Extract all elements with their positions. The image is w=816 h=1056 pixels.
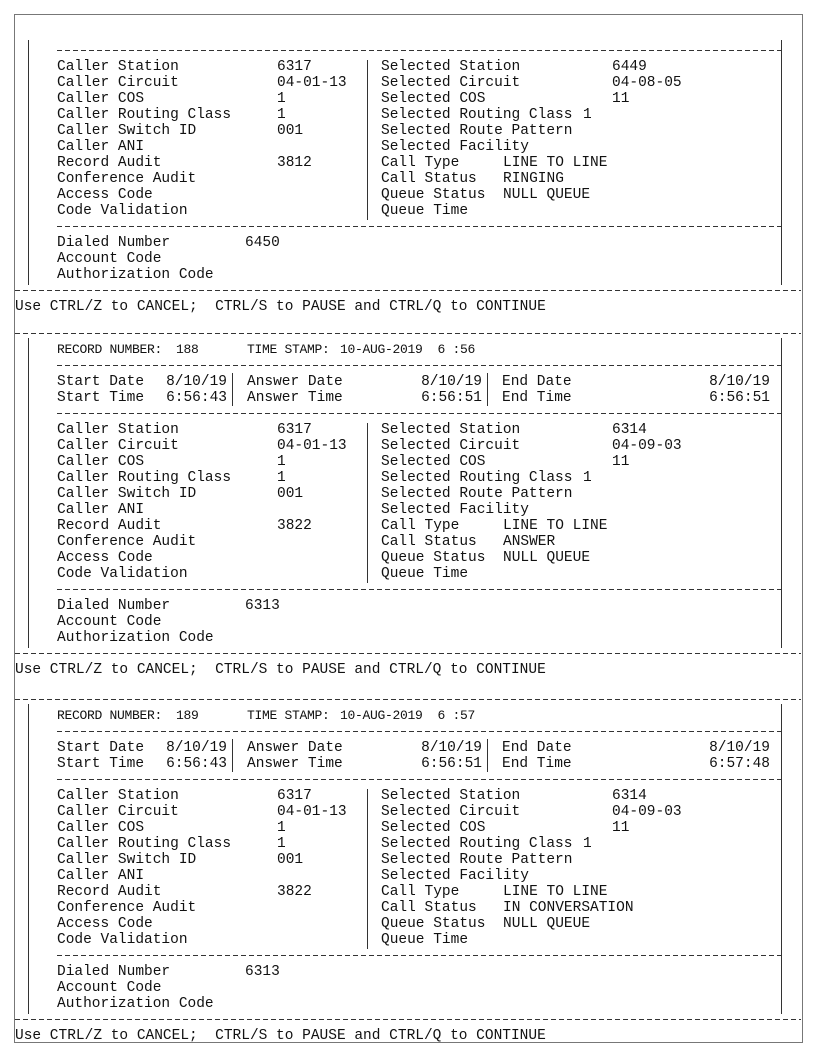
selected-field-value: 11 bbox=[612, 454, 630, 470]
dialed-field-label: Dialed Number bbox=[57, 598, 171, 614]
caller-field-label: Caller Routing Class bbox=[57, 836, 232, 852]
selected-field-value: 11 bbox=[612, 820, 630, 836]
selected-field-value: LINE TO LINE bbox=[503, 518, 608, 534]
record-number: 188 bbox=[176, 342, 199, 357]
time-stamp-label: TIME STAMP: bbox=[247, 708, 330, 723]
dashed-divider bbox=[57, 779, 781, 780]
caller-field-label: Caller Station bbox=[57, 422, 179, 438]
caller-field-label: Caller ANI bbox=[57, 139, 145, 155]
vertical-divider bbox=[28, 338, 29, 648]
date-field-label: End Time bbox=[502, 756, 572, 772]
selected-field-label: Queue Time bbox=[381, 566, 469, 582]
selected-field-value: LINE TO LINE bbox=[503, 884, 608, 900]
caller-field-label: Record Audit bbox=[57, 884, 162, 900]
dialed-field-label: Account Code bbox=[57, 614, 162, 630]
selected-field-value: 6449 bbox=[612, 59, 647, 75]
selected-field-label: Queue Status bbox=[381, 187, 486, 203]
dashed-divider bbox=[15, 1019, 801, 1020]
caller-field-value: 04-01-13 bbox=[277, 804, 347, 820]
vertical-divider bbox=[367, 789, 368, 949]
selected-field-label: Queue Time bbox=[381, 203, 469, 219]
selected-field-value: 04-08-05 bbox=[612, 75, 682, 91]
selected-field-label: Selected Facility bbox=[381, 868, 529, 884]
selected-field-label: Selected COS bbox=[381, 820, 486, 836]
caller-field-label: Caller Circuit bbox=[57, 438, 179, 454]
dialed-field-value: 6450 bbox=[245, 235, 280, 251]
vertical-divider bbox=[28, 40, 29, 285]
caller-field-label: Caller Circuit bbox=[57, 75, 179, 91]
dashed-divider bbox=[15, 653, 801, 654]
selected-field-label: Selected Routing Class bbox=[381, 107, 573, 123]
caller-field-value: 1 bbox=[277, 91, 286, 107]
selected-field-value: NULL QUEUE bbox=[503, 916, 591, 932]
selected-field-label: Selected Facility bbox=[381, 139, 529, 155]
caller-field-label: Caller ANI bbox=[57, 868, 145, 884]
selected-field-value: 11 bbox=[612, 91, 630, 107]
dashed-divider bbox=[57, 955, 781, 956]
selected-field-label: Call Status bbox=[381, 900, 477, 916]
caller-field-value: 001 bbox=[277, 486, 304, 502]
date-field-label: Answer Time bbox=[247, 390, 343, 406]
selected-field-label: Call Type bbox=[381, 518, 460, 534]
dialed-field-label: Dialed Number bbox=[57, 964, 171, 980]
date-field-value: 6:56:51 bbox=[421, 756, 482, 772]
dashed-divider bbox=[15, 699, 801, 700]
dialed-field-label: Authorization Code bbox=[57, 630, 214, 646]
dialed-field-label: Account Code bbox=[57, 980, 162, 996]
dashed-divider bbox=[57, 365, 781, 366]
selected-field-value: NULL QUEUE bbox=[503, 550, 591, 566]
date-field-label: End Time bbox=[502, 390, 572, 406]
caller-field-value: 1 bbox=[277, 470, 286, 486]
selected-field-label: Selected Facility bbox=[381, 502, 529, 518]
dashed-divider bbox=[57, 226, 781, 227]
dialed-field-label: Authorization Code bbox=[57, 267, 214, 283]
selected-field-label: Selected Circuit bbox=[381, 438, 521, 454]
caller-field-label: Record Audit bbox=[57, 155, 162, 171]
date-field-label: Start Date bbox=[57, 374, 145, 390]
selected-field-label: Selected COS bbox=[381, 454, 486, 470]
date-field-value: 6:57:48 bbox=[709, 756, 770, 772]
caller-field-label: Caller COS bbox=[57, 820, 145, 836]
caller-field-label: Access Code bbox=[57, 187, 153, 203]
dialed-field-value: 6313 bbox=[245, 964, 280, 980]
selected-field-label: Selected Circuit bbox=[381, 804, 521, 820]
selected-field-label: Selected Routing Class bbox=[381, 836, 573, 852]
date-field-value: 6:56:43 bbox=[166, 390, 227, 406]
caller-field-label: Code Validation bbox=[57, 932, 188, 948]
date-field-value: 6:56:43 bbox=[166, 756, 227, 772]
caller-field-value: 6317 bbox=[277, 422, 312, 438]
selected-field-label: Call Status bbox=[381, 534, 477, 550]
caller-field-value: 1 bbox=[277, 454, 286, 470]
selected-field-value: NULL QUEUE bbox=[503, 187, 591, 203]
control-keys-hint: Use CTRL/Z to CANCEL; CTRL/S to PAUSE and CTRL/Q to CONTINUE bbox=[15, 1028, 546, 1044]
date-field-value: 8/10/19 bbox=[166, 374, 227, 390]
caller-field-label: Caller Circuit bbox=[57, 804, 179, 820]
caller-field-value: 001 bbox=[277, 852, 304, 868]
caller-field-label: Code Validation bbox=[57, 566, 188, 582]
control-keys-hint: Use CTRL/Z to CANCEL; CTRL/S to PAUSE and CTRL/Q to CONTINUE bbox=[15, 299, 546, 315]
selected-field-value: 1 bbox=[583, 470, 592, 486]
caller-field-value: 1 bbox=[277, 107, 286, 123]
date-field-label: Start Time bbox=[57, 390, 145, 406]
vertical-divider bbox=[487, 373, 488, 406]
date-field-label: End Date bbox=[502, 740, 572, 756]
time-stamp: 10-AUG-2019 6 :57 bbox=[340, 708, 476, 723]
control-keys-hint: Use CTRL/Z to CANCEL; CTRL/S to PAUSE and CTRL/Q to CONTINUE bbox=[15, 662, 546, 678]
selected-field-label: Selected Circuit bbox=[381, 75, 521, 91]
caller-field-label: Caller Routing Class bbox=[57, 107, 232, 123]
selected-field-label: Queue Time bbox=[381, 932, 469, 948]
selected-field-value: 04-09-03 bbox=[612, 804, 682, 820]
dialed-field-label: Account Code bbox=[57, 251, 162, 267]
date-field-label: Answer Time bbox=[247, 756, 343, 772]
caller-field-label: Caller Station bbox=[57, 59, 179, 75]
caller-field-value: 6317 bbox=[277, 788, 312, 804]
dialed-field-value: 6313 bbox=[245, 598, 280, 614]
caller-field-label: Caller COS bbox=[57, 91, 145, 107]
record-number: 189 bbox=[176, 708, 199, 723]
selected-field-label: Call Status bbox=[381, 171, 477, 187]
caller-field-value: 04-01-13 bbox=[277, 438, 347, 454]
vertical-divider bbox=[781, 704, 782, 1014]
selected-field-value: LINE TO LINE bbox=[503, 155, 608, 171]
date-field-value: 6:56:51 bbox=[421, 390, 482, 406]
time-stamp-label: TIME STAMP: bbox=[247, 342, 330, 357]
dashed-divider bbox=[15, 333, 801, 334]
caller-field-label: Access Code bbox=[57, 916, 153, 932]
selected-field-label: Queue Status bbox=[381, 550, 486, 566]
selected-field-value: 1 bbox=[583, 107, 592, 123]
date-field-value: 6:56:51 bbox=[709, 390, 770, 406]
selected-field-label: Selected Route Pattern bbox=[381, 486, 573, 502]
selected-field-value: IN CONVERSATION bbox=[503, 900, 634, 916]
selected-field-value: RINGING bbox=[503, 171, 564, 187]
date-field-value: 8/10/19 bbox=[166, 740, 227, 756]
caller-field-label: Caller COS bbox=[57, 454, 145, 470]
caller-field-label: Code Validation bbox=[57, 203, 188, 219]
caller-field-label: Caller Switch ID bbox=[57, 123, 197, 139]
caller-field-label: Caller Routing Class bbox=[57, 470, 232, 486]
caller-field-value: 6317 bbox=[277, 59, 312, 75]
dashed-divider bbox=[57, 413, 781, 414]
selected-field-value: ANSWER bbox=[503, 534, 556, 550]
selected-field-value: 6314 bbox=[612, 788, 647, 804]
date-field-label: Answer Date bbox=[247, 374, 343, 390]
record-number-label: RECORD NUMBER: bbox=[57, 708, 163, 723]
date-field-label: Answer Date bbox=[247, 740, 343, 756]
vertical-divider bbox=[232, 373, 233, 406]
selected-field-label: Selected Station bbox=[381, 59, 521, 75]
caller-field-label: Record Audit bbox=[57, 518, 162, 534]
selected-field-label: Call Type bbox=[381, 155, 460, 171]
caller-field-label: Caller Switch ID bbox=[57, 486, 197, 502]
selected-field-label: Queue Status bbox=[381, 916, 486, 932]
vertical-divider bbox=[781, 40, 782, 285]
date-field-value: 8/10/19 bbox=[709, 740, 770, 756]
caller-field-label: Caller ANI bbox=[57, 502, 145, 518]
date-field-label: Start Time bbox=[57, 756, 145, 772]
selected-field-label: Selected Station bbox=[381, 422, 521, 438]
selected-field-label: Selected Routing Class bbox=[381, 470, 573, 486]
caller-field-label: Caller Station bbox=[57, 788, 179, 804]
vertical-divider bbox=[487, 739, 488, 772]
record-number-label: RECORD NUMBER: bbox=[57, 342, 163, 357]
caller-field-label: Conference Audit bbox=[57, 900, 197, 916]
caller-field-label: Access Code bbox=[57, 550, 153, 566]
date-field-value: 8/10/19 bbox=[709, 374, 770, 390]
caller-field-value: 3822 bbox=[277, 518, 312, 534]
caller-field-value: 1 bbox=[277, 836, 286, 852]
date-field-value: 8/10/19 bbox=[421, 740, 482, 756]
vertical-divider bbox=[28, 704, 29, 1014]
selected-field-value: 1 bbox=[583, 836, 592, 852]
caller-field-label: Caller Switch ID bbox=[57, 852, 197, 868]
caller-field-label: Conference Audit bbox=[57, 534, 197, 550]
vertical-divider bbox=[781, 338, 782, 648]
selected-field-label: Selected Route Pattern bbox=[381, 123, 573, 139]
dashed-divider bbox=[57, 50, 781, 51]
dialed-field-label: Authorization Code bbox=[57, 996, 214, 1012]
selected-field-value: 6314 bbox=[612, 422, 647, 438]
selected-field-label: Selected Route Pattern bbox=[381, 852, 573, 868]
date-field-value: 8/10/19 bbox=[421, 374, 482, 390]
caller-field-value: 3812 bbox=[277, 155, 312, 171]
time-stamp: 10-AUG-2019 6 :56 bbox=[340, 342, 476, 357]
vertical-divider bbox=[232, 739, 233, 772]
selected-field-label: Selected COS bbox=[381, 91, 486, 107]
vertical-divider bbox=[367, 423, 368, 583]
caller-field-value: 001 bbox=[277, 123, 304, 139]
caller-field-value: 3822 bbox=[277, 884, 312, 900]
caller-field-label: Conference Audit bbox=[57, 171, 197, 187]
dashed-divider bbox=[57, 731, 781, 732]
dashed-divider bbox=[15, 290, 801, 291]
selected-field-value: 04-09-03 bbox=[612, 438, 682, 454]
selected-field-label: Selected Station bbox=[381, 788, 521, 804]
selected-field-label: Call Type bbox=[381, 884, 460, 900]
caller-field-value: 1 bbox=[277, 820, 286, 836]
caller-field-value: 04-01-13 bbox=[277, 75, 347, 91]
date-field-label: Start Date bbox=[57, 740, 145, 756]
vertical-divider bbox=[367, 60, 368, 220]
dashed-divider bbox=[57, 589, 781, 590]
date-field-label: End Date bbox=[502, 374, 572, 390]
dialed-field-label: Dialed Number bbox=[57, 235, 171, 251]
